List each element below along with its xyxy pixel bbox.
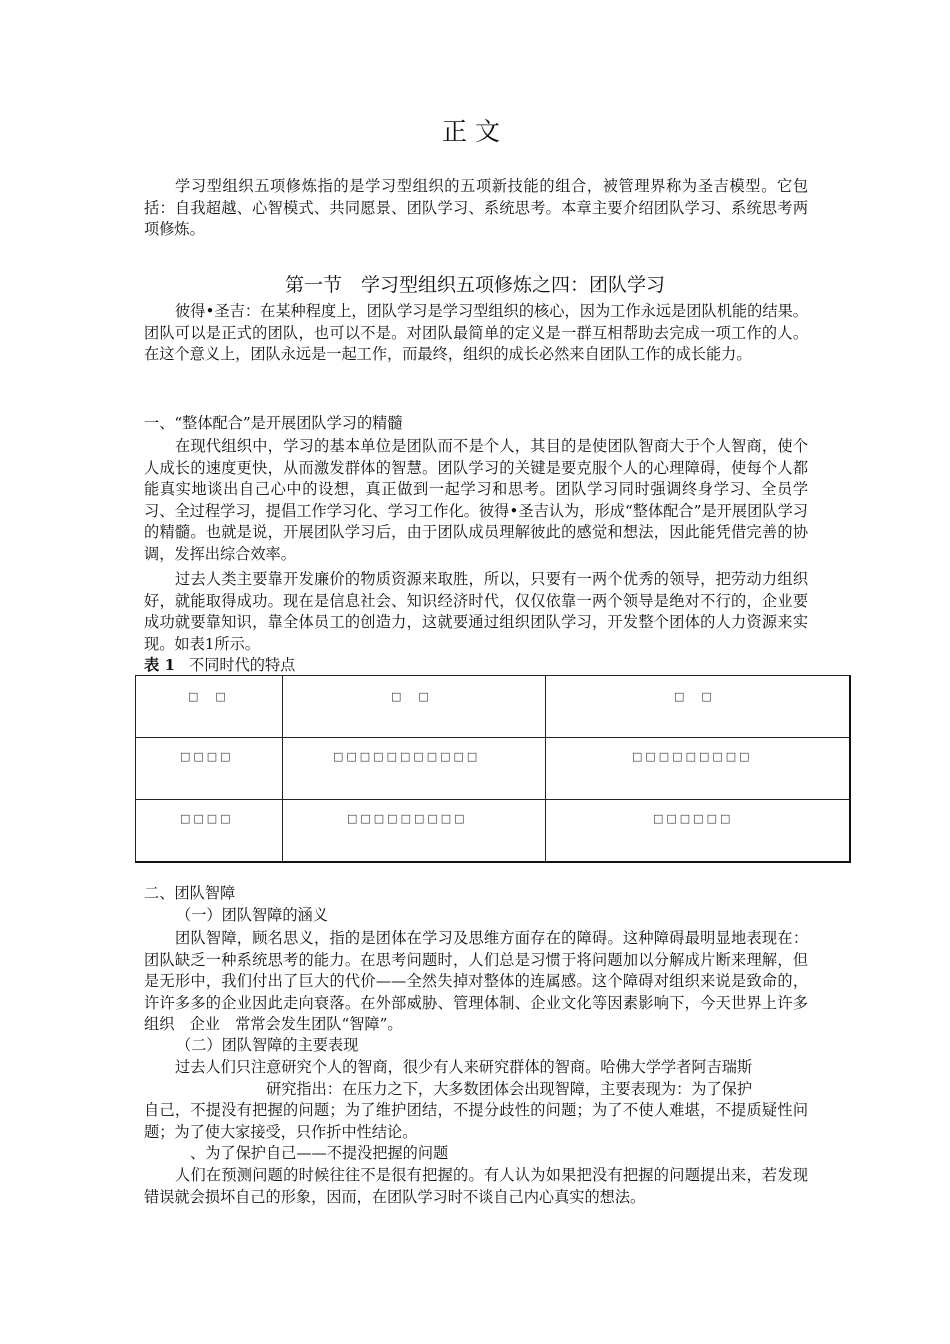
manifestations-line-2: 研究指出：在压力之下，大多数团体会出现智障，主要表现为：为了保护 bbox=[266, 1080, 752, 1098]
table-caption-label: 表 1 bbox=[144, 656, 176, 674]
table-row bbox=[136, 800, 850, 862]
subsubsection-heading-manifestations: （二）团队智障的主要表现 bbox=[176, 1036, 359, 1054]
item-heading-self-protection: 、为了保护自己——不提没把握的问题 bbox=[190, 1144, 449, 1162]
manifestations-paragraph-rest: 自己，不提没有把握的问题；为了维护团结，不提分歧性的问题；为了不使人难堪，不提质疑性问题；为了使大家接受，只作折中性结论。 bbox=[144, 1101, 808, 1141]
paragraph-team-disability-meaning: 团队智障，顾名思义，指的是团体在学习及思维方面存在的障碍。这种障碍最明显地表现在：团队缺乏一种系统思考的能力。在思考问题时，人们总是习惯于将问题加以分解成片断来理解，但是无形中，我们付出了巨大的代价——全然失掉对整体的连属感。这个障碍对组织来说是致命的，许许多多的企业因此走向衰落。在外部威胁、管理体制、企业文化等因素影响下，今天世界上许多组织 企业 常常会发生团队“智障”。 bbox=[144, 929, 808, 1033]
paragraph-whole-coordination: 在现代组织中，学习的基本单位是团队而不是个人，其目的是使团队智商大于个人智商，使个人成长的速度更快，从而激发群体的智慧。团队学习的关键是要克服个人的心理障碍，使每个人都能真实地谈出自己心中的设想，真正做到一起学习和思考。团队学习同时强调终身学习、全员学习、全过程学习，提倡工作学习化、学习工作化。彼得•圣吉认为，形成“整体配合”是开展团队学习的精髓。也就是说，开展团队学习后，由于团队成员理解彼此的感觉和想法，因此能凭借完善的协调，发挥出综合效率。 bbox=[144, 437, 808, 563]
era-comparison-table bbox=[135, 675, 851, 863]
section-intro-paragraph: 彼得•圣吉：在某种程度上，团队学习是学习型组织的核心，因为工作永远是团队机能的结果。团队可以是正式的团队，也可以不是。对团队最简单的定义是一群互相帮助去完成一项工作的人。在这个意义上，团队永远是一起工作，而最终，组织的成长必然来自团队工作的成长能力。 bbox=[144, 302, 808, 363]
table-cell: □□□□□□ bbox=[546, 800, 850, 862]
table-caption-text: 不同时代的特点 bbox=[189, 656, 296, 674]
manifestations-line-1: 过去人们只注意研究个人的智商，很少有人来研究群体的智商。哈佛大学学者阿吉瑞斯 bbox=[175, 1058, 753, 1076]
table-header-row bbox=[136, 676, 850, 738]
subsection-heading-1: 一、“整体配合”是开展团队学习的精髓 bbox=[144, 414, 403, 432]
table-cell: □□□□□□□□□ bbox=[546, 738, 850, 800]
page-title: 正文 bbox=[441, 117, 508, 146]
table-row bbox=[136, 738, 850, 800]
table-caption bbox=[144, 655, 295, 677]
subsection-heading-2: 二、团队智障 bbox=[144, 884, 236, 902]
table-cell: □□□□ bbox=[136, 738, 283, 800]
subsubsection-heading-meaning: （一）团队智障的涵义 bbox=[176, 906, 328, 924]
table-cell: □□□□ bbox=[136, 800, 283, 862]
paragraph-past-vs-present: 过去人类主要靠开发廉价的物质资源来取胜，所以，只要有一两个优秀的领导，把劳动力组织好，就能取得成功。现在是信息社会、知识经济时代，仅仅依靠一两个领导是绝对不行的，企业要成功就要靠知识，靠全体员工的创造力，这就要通过组织团队学习，开发整个团体的人力资源来实现。如表1所示。 bbox=[144, 570, 808, 653]
intro-paragraph: 学习型组织五项修炼指的是学习型组织的五项新技能的组合，被管理界称为圣吉模型。它包括：自我超越、心智模式、共同愿景、团队学习、系统思考。本章主要介绍团队学习、系统思考两项修炼。 bbox=[144, 177, 808, 238]
section-heading: 第一节 学习型组织五项修炼之四：团队学习 bbox=[284, 274, 665, 296]
paragraph-self-protection: 人们在预测问题的时候往往不是很有把握的。有人认为如果把没有把握的问题提出来，若发现错误就会损坏自己的形象，因而，在团队学习时不谈自己内心真实的想法。 bbox=[144, 1166, 808, 1206]
table-header-cell: □ □ bbox=[283, 676, 546, 738]
table-cell: □□□□□□□□□□□ bbox=[283, 738, 546, 800]
table-header-cell: □ □ bbox=[546, 676, 850, 738]
table-cell: □□□□□□□□□ bbox=[283, 800, 546, 862]
table-header-cell: □ □ bbox=[136, 676, 283, 738]
